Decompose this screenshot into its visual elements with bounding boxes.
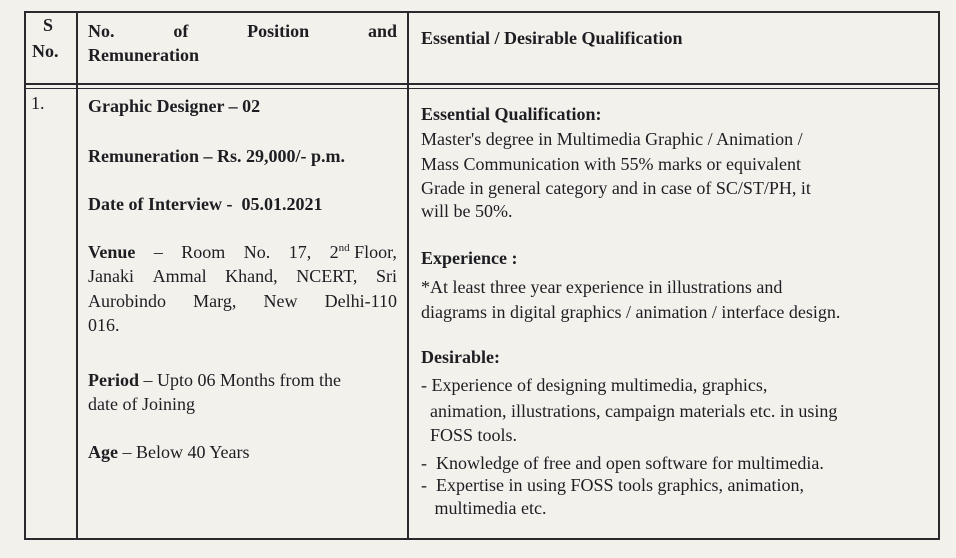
venue-word: Room	[181, 242, 226, 262]
venue-word: Khand,	[225, 266, 278, 286]
venue-line4: 016.	[88, 315, 120, 335]
essential-line: Master's degree in Multimedia Graphic / Animation /	[421, 129, 803, 149]
venue-word: Marg,	[193, 291, 237, 311]
venue-word: 17,	[288, 242, 312, 262]
header-word: Position	[247, 21, 310, 41]
header-row-divider	[24, 83, 940, 85]
desirable-bullet-line: - Knowledge of free and open software for multimedia.	[421, 453, 824, 473]
venue-word: New	[263, 291, 298, 311]
venue-word: Ammal	[152, 266, 207, 286]
venue-line2	[88, 265, 397, 287]
period-line2: date of Joining	[88, 394, 195, 414]
row-sno: 1.	[31, 93, 45, 113]
venue-line3	[88, 290, 397, 312]
venue-floor	[330, 241, 397, 263]
table-border-bottom	[24, 538, 940, 540]
table-border-top	[24, 11, 940, 13]
desirable-bullet-line: - Experience of designing multimedia, graphics,	[421, 375, 768, 395]
venue-floor-tail: Floor,	[349, 242, 397, 262]
venue-word: No.	[243, 242, 271, 262]
venue-floor-number: 2	[329, 242, 339, 262]
venue-word: Janaki	[88, 266, 134, 286]
header-word: No.	[88, 21, 115, 41]
desirable-bullet-line: animation, illustrations, campaign materials etc. in using	[421, 401, 838, 421]
venue-word: NCERT,	[296, 266, 358, 286]
venue-line1	[88, 241, 397, 263]
age-line	[88, 441, 250, 463]
venue-word: –	[153, 242, 163, 262]
age-text: – Below 40 Years	[118, 442, 250, 462]
essential-line: Grade in general category and in case of SC/ST/PH, it	[421, 178, 811, 198]
desirable-bullet-line: multimedia etc.	[421, 498, 547, 518]
header-row-divider-2	[24, 88, 940, 89]
header-sno-line1: S	[43, 15, 54, 35]
experience-line: diagrams in digital graphics / animation / interface design.	[421, 302, 841, 322]
desirable-title: Desirable:	[421, 347, 500, 367]
table-border-right	[938, 11, 940, 540]
column-divider-2	[407, 11, 409, 540]
venue-word: Delhi-110	[324, 291, 397, 311]
remuneration: Remuneration – Rs. 29,000/- p.m.	[88, 146, 345, 166]
essential-title: Essential Qualification:	[421, 104, 602, 124]
experience-line: *At least three year experience in illustrations and	[421, 277, 783, 297]
column-divider-1	[76, 11, 78, 540]
table-border-left	[24, 11, 26, 540]
interview-date: Date of Interview - 05.01.2021	[88, 194, 323, 214]
desirable-bullet-line: - Expertise in using FOSS tools graphics, animation,	[421, 475, 804, 495]
venue-word: Aurobindo	[88, 291, 166, 311]
header-sno-line2: No.	[32, 41, 59, 61]
venue-label: Venue	[88, 242, 136, 262]
venue-word: Sri	[375, 266, 397, 286]
essential-line: will be 50%.	[421, 201, 513, 221]
post-title: Graphic Designer – 02	[88, 96, 261, 116]
header-word: of	[173, 21, 189, 41]
header-word: and	[367, 21, 397, 41]
header-qualification: Essential / Desirable Qualification	[421, 28, 683, 48]
age-label: Age	[88, 442, 118, 462]
period-label: Period	[88, 370, 139, 390]
header-position-line1	[88, 20, 397, 42]
venue-floor-sup: nd	[338, 242, 350, 254]
period-text: – Upto 06 Months from the	[139, 370, 341, 390]
desirable-bullet-line: FOSS tools.	[421, 425, 518, 445]
header-position-line2: Remuneration	[88, 45, 199, 65]
essential-line: Mass Communication with 55% marks or equivalent	[421, 154, 801, 174]
experience-title: Experience :	[421, 248, 518, 268]
period-line1	[88, 369, 341, 391]
